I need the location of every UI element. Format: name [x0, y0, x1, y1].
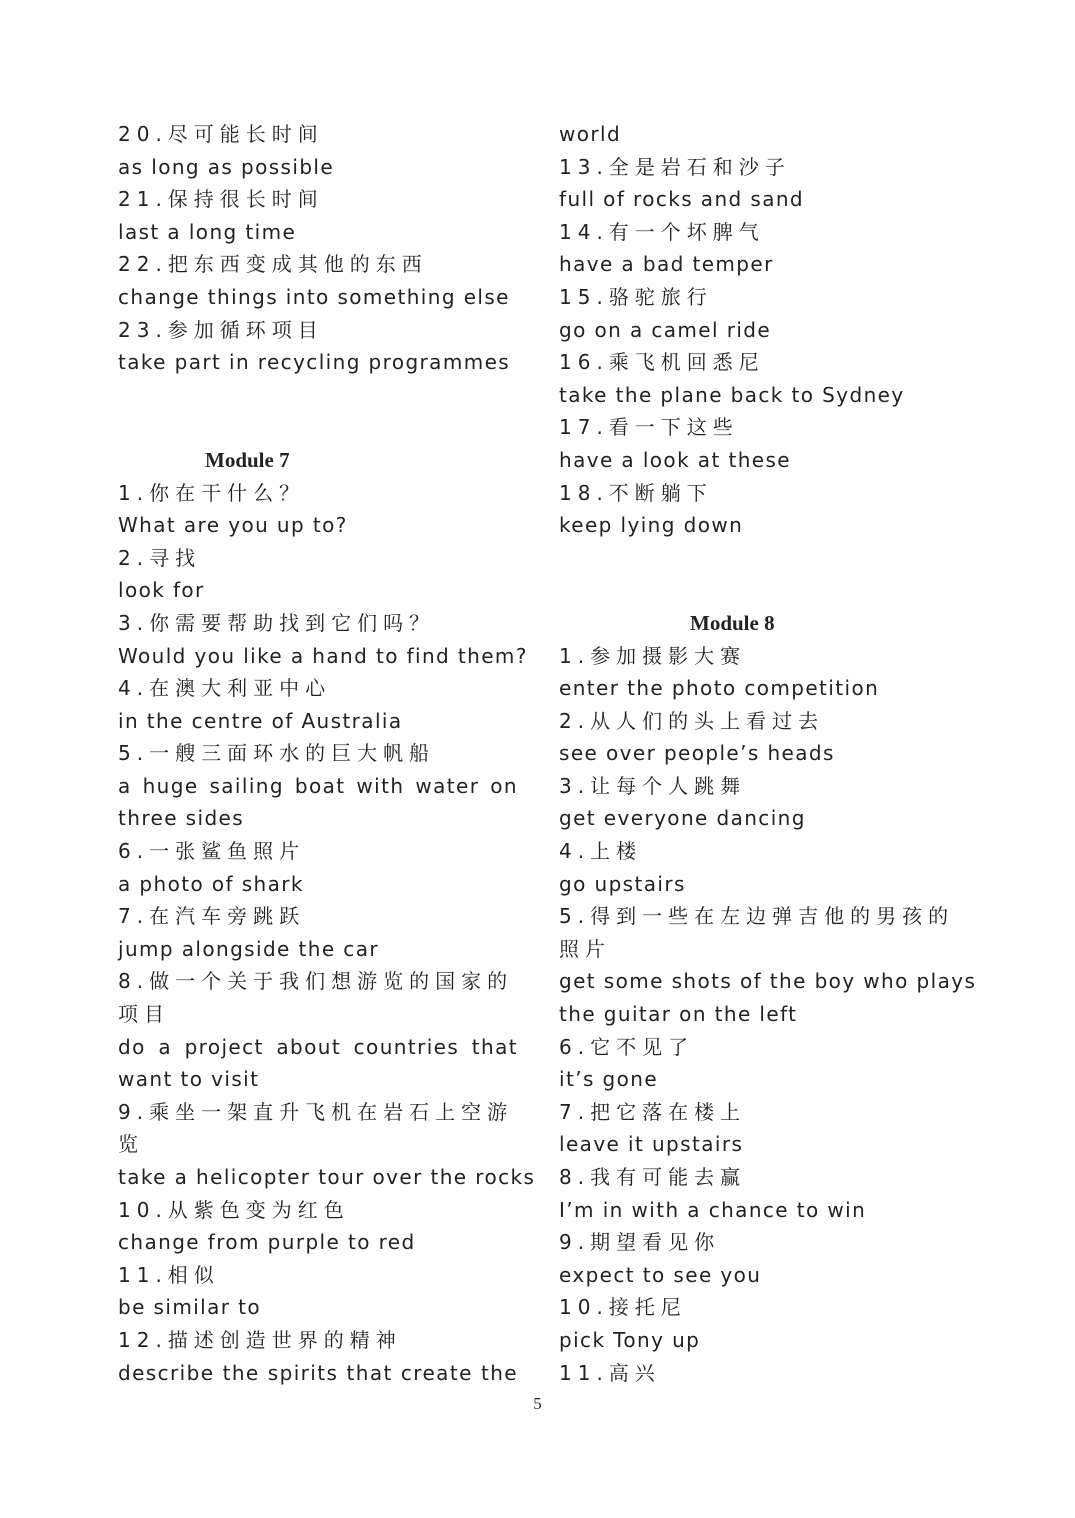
english-phrase: change things into something else [118, 284, 510, 309]
chinese-phrase: 14.有一个坏脾气 [559, 219, 765, 244]
chinese-phrase: 10.从紫色变为红色 [118, 1197, 350, 1222]
chinese-phrase: 16.乘飞机回悉尼 [559, 350, 765, 375]
chinese-phrase: 23.参加循环项目 [118, 317, 324, 342]
chinese-phrase: 照片 [559, 936, 611, 961]
english-phrase: in the centre of Australia [118, 708, 403, 733]
english-phrase: last a long time [118, 219, 297, 244]
chinese-phrase: 3.你需要帮助找到它们吗？ [118, 610, 436, 635]
english-phrase: change from purple to red [118, 1230, 416, 1255]
chinese-phrase: 8.我有可能去赢 [559, 1165, 747, 1189]
chinese-phrase: 2.从人们的头上看过去 [559, 708, 825, 733]
english-phrase: What are you up to? [118, 513, 348, 538]
english-phrase: a huge sailing boat with water on [118, 773, 518, 798]
chinese-phrase: 11.相似 [118, 1262, 220, 1287]
chinese-phrase: 21.保持很长时间 [118, 187, 324, 212]
english-phrase: look for [118, 578, 205, 603]
english-phrase: see over people’s heads [559, 741, 835, 766]
blank-line [559, 542, 959, 575]
chinese-phrase: 7.把它落在楼上 [559, 1099, 747, 1124]
english-phrase: go upstairs [559, 871, 686, 896]
module-heading: Module 7 [205, 447, 290, 472]
chinese-phrase: 17.看一下这些 [559, 415, 739, 440]
chinese-phrase: 4.上楼 [559, 839, 643, 864]
english-phrase: take part in recycling programmes [118, 350, 511, 375]
chinese-phrase: 10.接托尼 [559, 1295, 687, 1320]
english-phrase: describe the spirits that create the [118, 1360, 518, 1385]
english-phrase: have a look at these [559, 447, 792, 472]
blank-line [118, 379, 518, 412]
english-phrase: full of rocks and sand [559, 187, 805, 212]
chinese-phrase: 6.它不见了 [559, 1034, 695, 1059]
english-phrase: want to visit [118, 1067, 260, 1092]
chinese-phrase: 22.把东西变成其他的东西 [118, 252, 428, 277]
chinese-phrase: 览 [118, 1132, 144, 1157]
chinese-phrase: 8.做一个关于我们想游览的国家的 [118, 969, 514, 994]
chinese-phrase: 6.一张鲨鱼照片 [118, 839, 306, 864]
chinese-phrase: 1.参加摄影大赛 [559, 643, 747, 668]
english-phrase: have a bad temper [559, 252, 774, 277]
chinese-phrase: 3.让每个人跳舞 [559, 773, 747, 798]
chinese-phrase: 1.你在干什么？ [118, 480, 306, 505]
english-phrase: take the plane back to Sydney [559, 382, 905, 407]
english-phrase: world [559, 122, 622, 146]
chinese-phrase: 5.得到一些在左边弹吉他的男孩的 [559, 904, 955, 929]
english-phrase: be similar to [118, 1295, 262, 1320]
chinese-phrase: 9.期望看见你 [559, 1230, 721, 1255]
page-number: 5 [533, 1394, 542, 1413]
english-phrase: jump alongside the car [118, 936, 379, 961]
blank-line [118, 411, 518, 444]
blank-line [559, 574, 959, 607]
english-phrase: as long as possible [118, 154, 335, 179]
english-phrase: enter the photo competition [559, 676, 880, 701]
english-phrase: a photo of shark [118, 871, 304, 896]
chinese-phrase: 4.在澳大利亚中心 [118, 676, 332, 701]
english-phrase: three sides [118, 806, 245, 831]
chinese-phrase: 15.骆驼旅行 [559, 284, 713, 309]
english-phrase: pick Tony up [559, 1327, 701, 1352]
right-column [559, 118, 977, 1389]
english-phrase: get some shots of the boy who plays [559, 969, 977, 994]
english-phrase: keep lying down [559, 513, 744, 538]
chinese-phrase: 9.乘坐一架直升飞机在岩石上空游 [118, 1099, 514, 1124]
english-phrase: it’s gone [559, 1067, 659, 1092]
chinese-phrase: 18.不断躺下 [559, 480, 713, 505]
english-phrase: take a helicopter tour over the rocks [118, 1165, 536, 1189]
english-phrase: expect to see you [559, 1262, 762, 1287]
english-phrase: leave it upstairs [559, 1132, 744, 1157]
english-phrase: the guitar on the left [559, 1002, 798, 1027]
chinese-phrase: 20.尽可能长时间 [118, 122, 324, 146]
chinese-phrase: 12.描述创造世界的精神 [118, 1327, 402, 1352]
english-phrase: I’m in with a chance to win [559, 1197, 867, 1222]
chinese-phrase: 7.在汽车旁跳跃 [118, 904, 306, 929]
chinese-phrase: 11.高兴 [559, 1360, 661, 1385]
english-phrase: get everyone dancing [559, 806, 806, 831]
module-heading: Module 8 [690, 610, 775, 635]
english-phrase: do a project about countries that [118, 1034, 518, 1059]
left-column [118, 118, 536, 1389]
chinese-phrase: 5.一艘三面环水的巨大帆船 [118, 741, 436, 766]
english-phrase: Would you like a hand to find them? [118, 643, 528, 668]
chinese-phrase: 13.全是岩石和沙子 [559, 154, 791, 179]
chinese-phrase: 2.寻找 [118, 545, 202, 570]
english-phrase: go on a camel ride [559, 317, 772, 342]
chinese-phrase: 项目 [118, 1002, 170, 1027]
